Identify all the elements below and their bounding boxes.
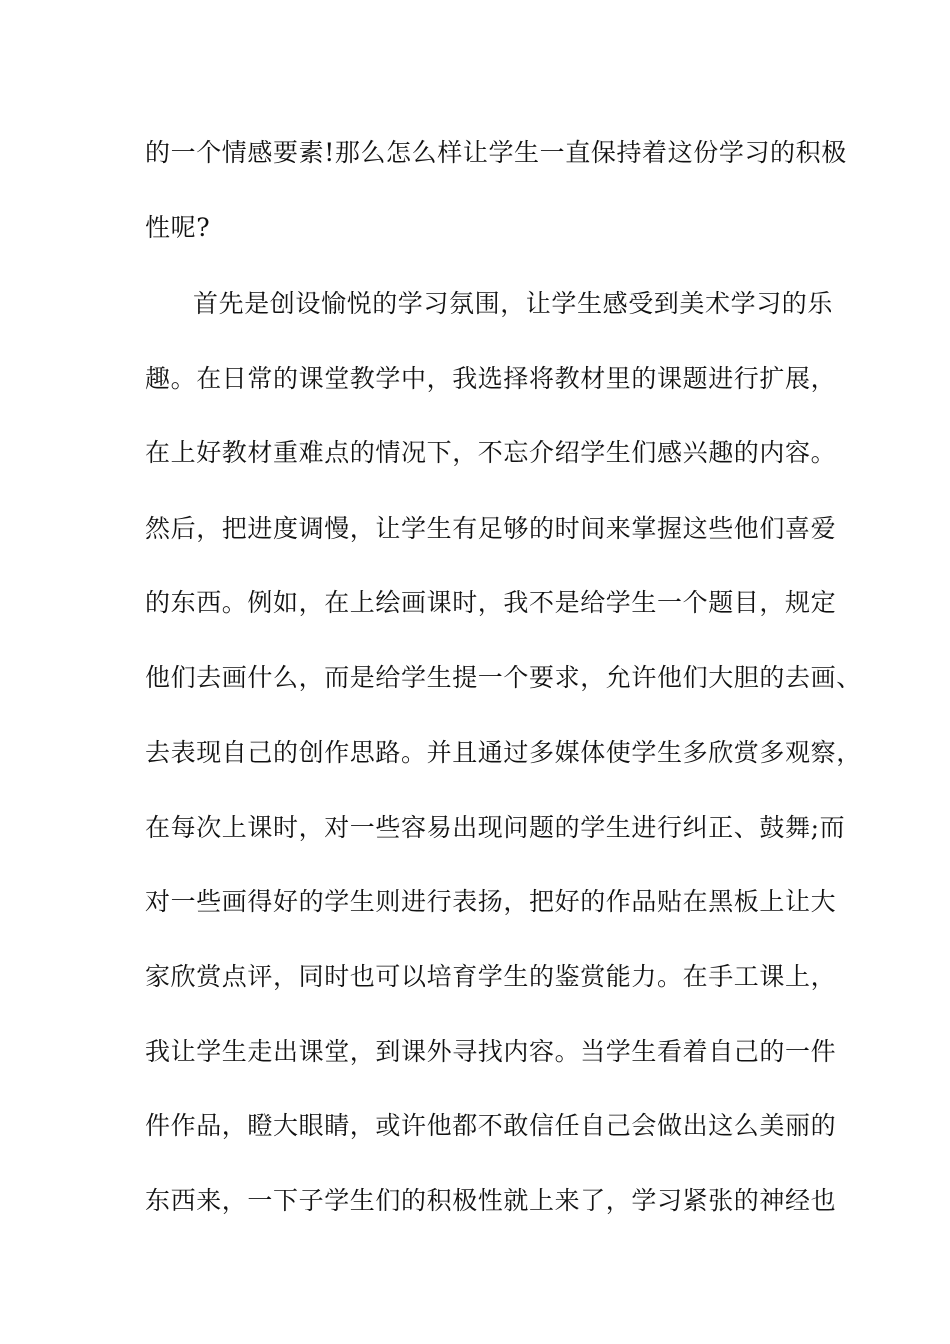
text-line-15: 东西来，一下子学生们的积极性就上来了，学习紧张的神经也 <box>145 1186 837 1215</box>
text-line-3: 首先是创设愉悦的学习氛围，让学生感受到美术学习的乐 <box>193 289 834 318</box>
text-line-8: 他们去画什么，而是给学生提一个要求，允许他们大胆的去画、 <box>145 663 862 692</box>
text-line-14: 件作品，瞪大眼睛，或许他都不敢信任自己会做出这么美丽的 <box>145 1111 837 1140</box>
text-line-9: 去表现自己的创作思路。并且通过多媒体使学生多欣赏多观察， <box>145 738 862 767</box>
text-line-2: 性呢? <box>145 213 211 242</box>
text-line-5: 在上好教材重难点的情况下，不忘介绍学生们感兴趣的内容。 <box>145 438 837 467</box>
text-line-4: 趣。在日常的课堂教学中，我选择将教材里的课题进行扩展， <box>145 364 837 393</box>
text-line-12: 家欣赏点评，同时也可以培育学生的鉴赏能力。在手工课上， <box>145 962 837 991</box>
text-line-1: 的一个情感要素!那么怎么样让学生一直保持着这份学习的积极 <box>145 138 847 167</box>
text-line-7: 的东西。例如，在上绘画课时，我不是给学生一个题目，规定 <box>145 588 837 617</box>
text-line-11: 对一些画得好的学生则进行表扬，把好的作品贴在黑板上让大 <box>145 887 837 916</box>
text-line-10: 在每次上课时，对一些容易出现问题的学生进行纠正、鼓舞;而 <box>145 813 846 842</box>
text-line-6: 然后，把进度调慢，让学生有足够的时间来掌握这些他们喜爱 <box>145 514 837 543</box>
text-line-13: 我让学生走出课堂，到课外寻找内容。当学生看着自己的一件 <box>145 1037 837 1066</box>
